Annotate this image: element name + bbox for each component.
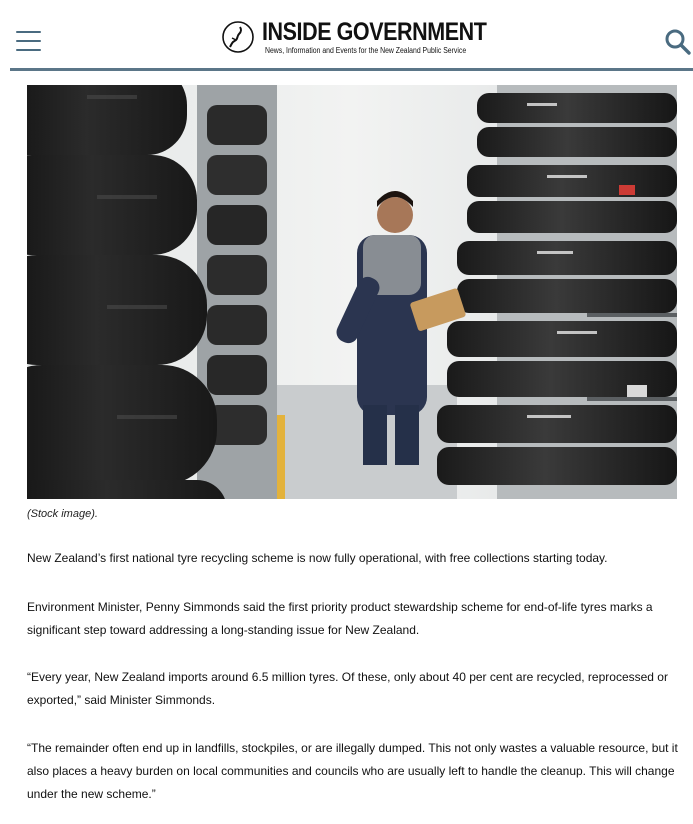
logo-tagline: News, Information and Events for the New Zealand Public Service	[265, 46, 467, 55]
logo-emblem-icon	[222, 21, 254, 53]
site-logo[interactable]	[222, 18, 487, 58]
article-hero-image	[27, 85, 677, 499]
header-divider	[10, 68, 693, 71]
hamburger-menu-icon[interactable]	[16, 31, 41, 53]
tyre-warehouse-photo	[27, 85, 677, 499]
article-paragraph: “Every year, New Zealand imports around 6.5 million tyres. Of these, only about 40 per cent are recycled, reprocessed or exported,” said Minister Simmonds.	[27, 670, 668, 707]
article-paragraph: New Zealand’s first national tyre recycling scheme is now fully operational, with free collections starting today.	[27, 551, 608, 565]
search-icon[interactable]	[664, 28, 692, 56]
site-header	[0, 0, 693, 70]
image-caption: (Stock image).	[27, 508, 98, 520]
article-paragraph: “The remainder often end up in landfills, stockpiles, or are illegally dumped. This not only wastes a valuable resource, but it also places a heavy burden on local communities and councils who are usually left to handle the cleanup. This will change under the new scheme.”	[27, 741, 678, 801]
article-paragraph: Environment Minister, Penny Simmonds said the first priority product stewardship scheme for end-of-life tyres marks a significant step toward addressing a long-standing issue for New Zealand.	[27, 600, 653, 637]
logo-title: INSIDE GOVERNMENT	[262, 18, 487, 46]
